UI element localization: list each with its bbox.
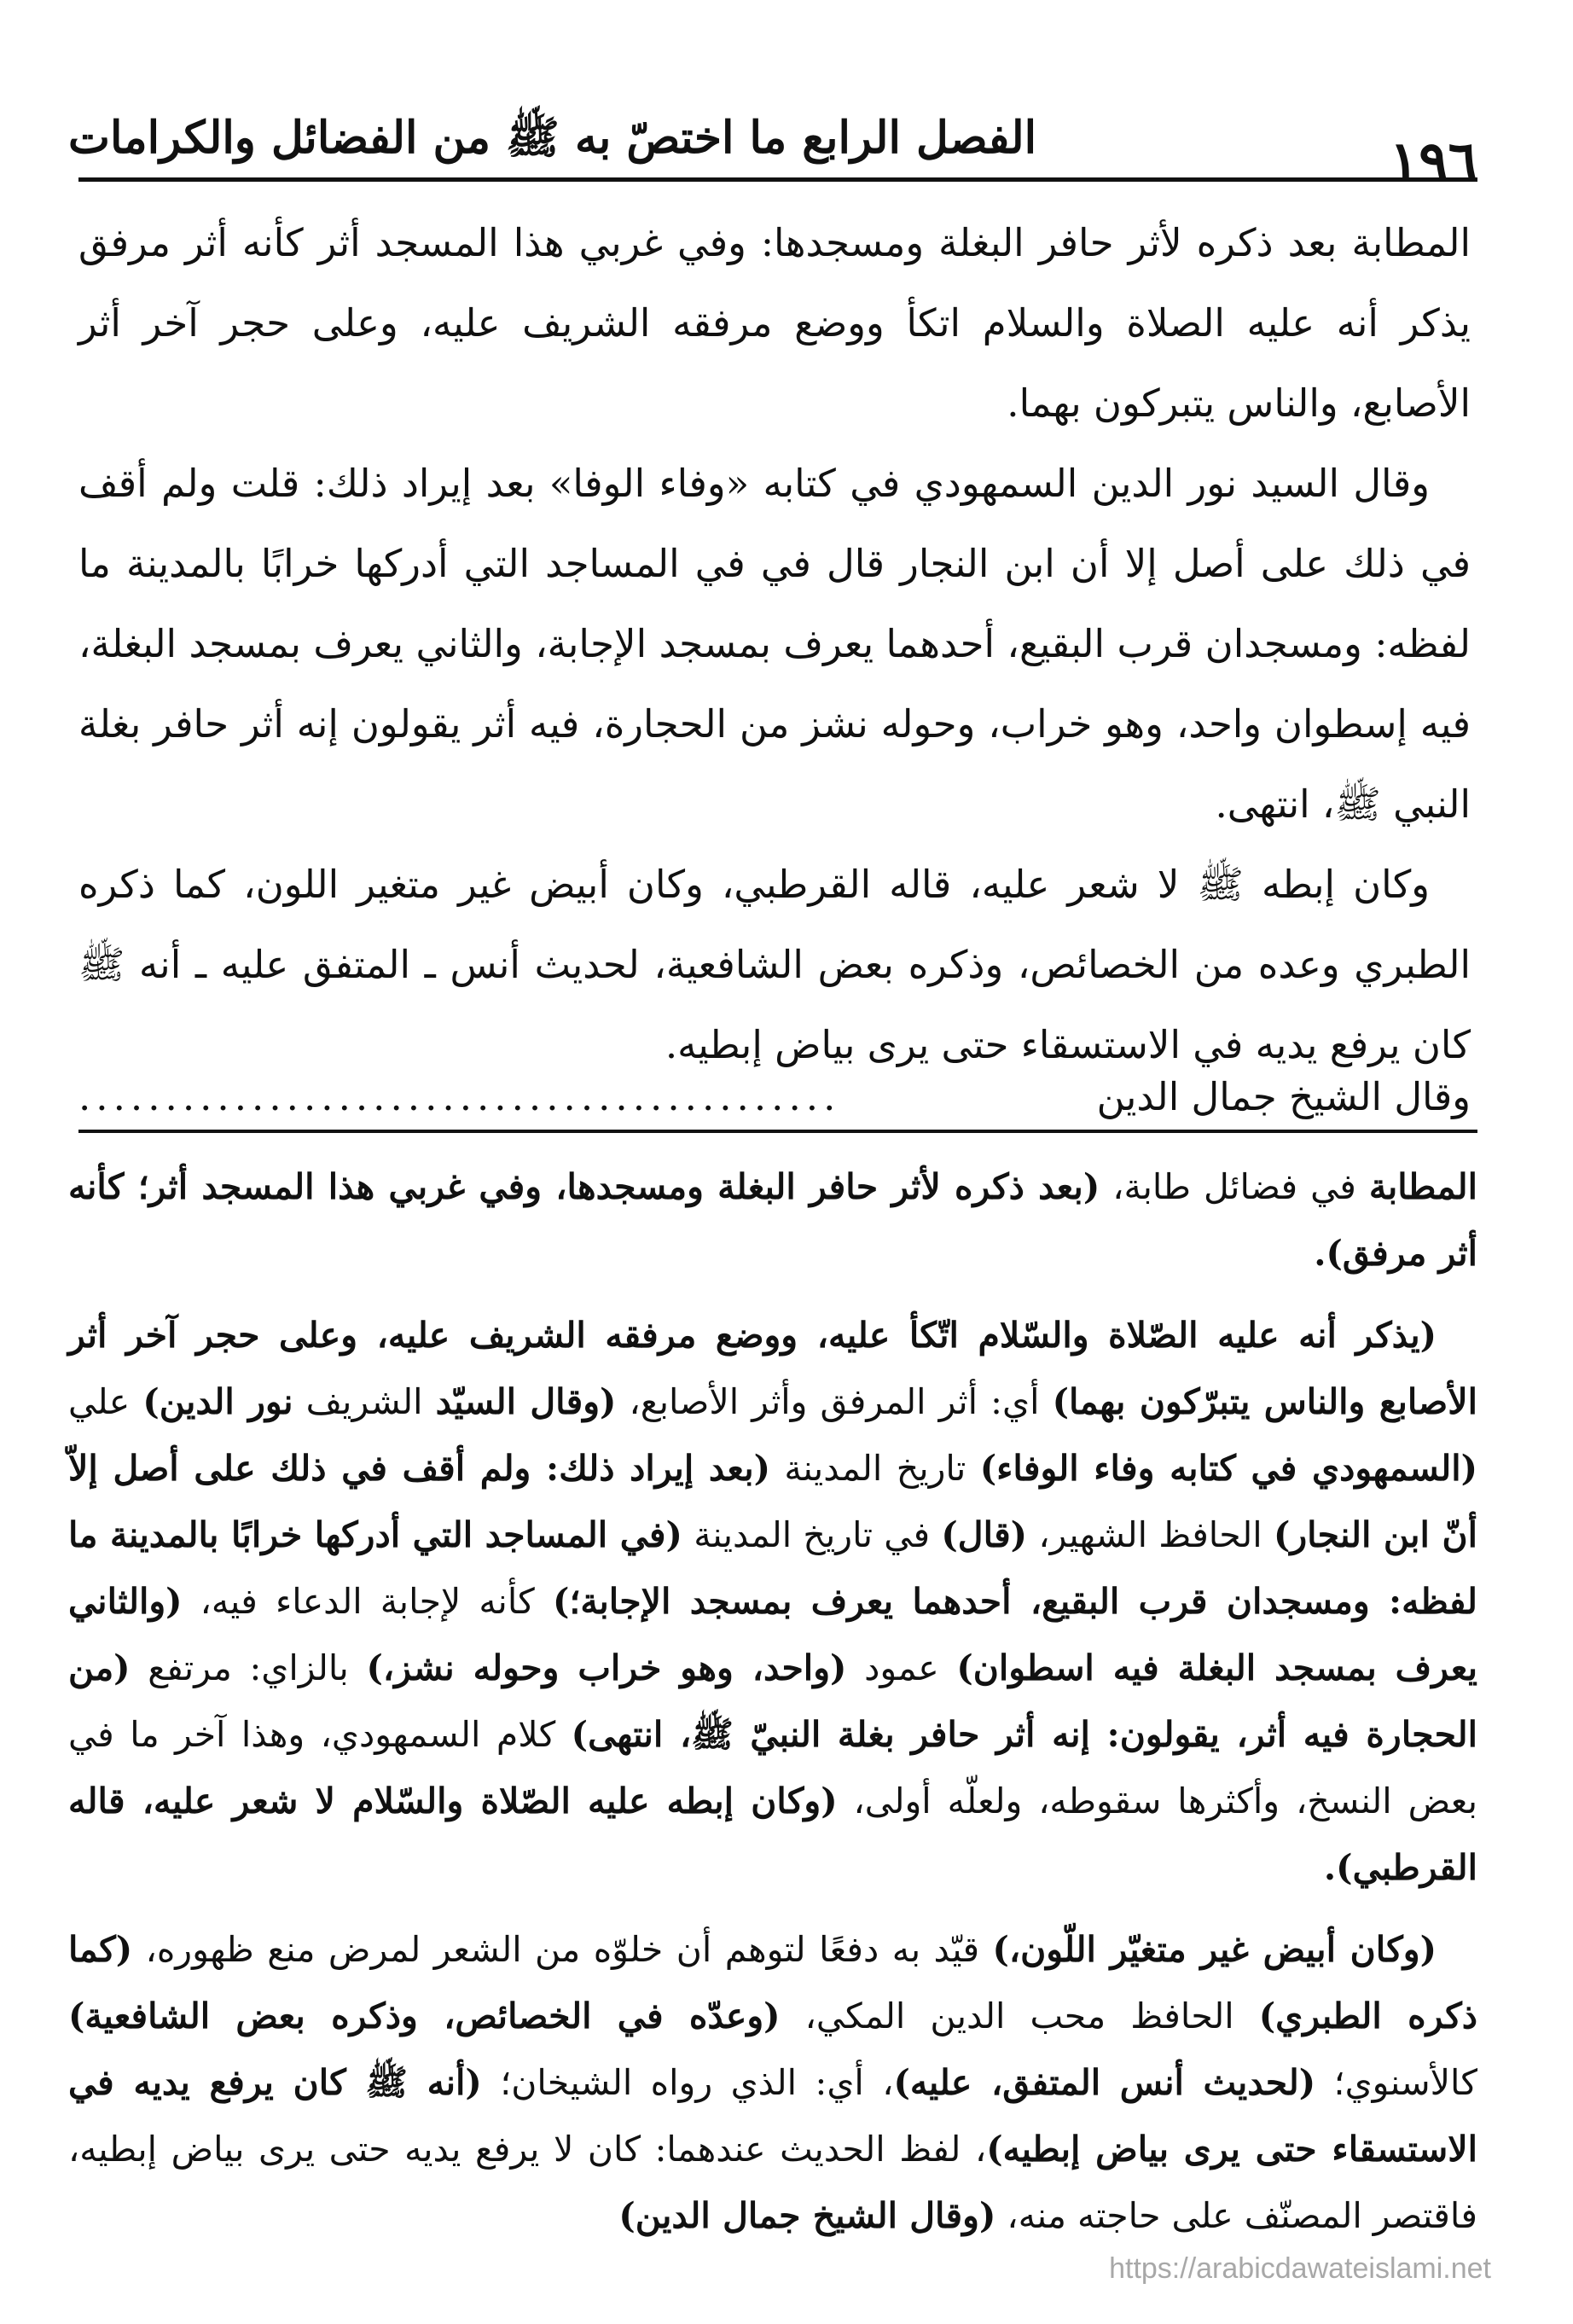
gloss-text: الحافظ الشهير، (1027, 1514, 1274, 1555)
gloss-text: أي: أثر المرفق وأثر الأصابع، (616, 1381, 1053, 1422)
gloss-text: تاريخ المدينة (770, 1448, 980, 1489)
main-paragraph: وكان إبطه ﷺ لا شعر عليه، قاله القرطبي، وكان أبيض غير متغير اللون، كما ذكره الطبري وعده من الخصائص، وذكره بعض الشافعية، لحديث أنس ـ المتفق عليه ـ أنه ﷺ كان يرفع يديه في الاستسقاء حتى يرى بياض إبطيه. (78, 862, 1471, 1067)
continuation-text: وقال الشيخ جمال الدين (1096, 1074, 1471, 1119)
commentary-paragraph (68, 1153, 1477, 1287)
quoted-text: (بعد إيراد ذلك: ولم أقف في ذلك على أصل إلاّ أنّ ابن النجار) (68, 1448, 1477, 1555)
main-text (78, 203, 1471, 1085)
quoted-text: (كما ذكره الطبري) (68, 1929, 1477, 2036)
gloss-text: كالأسنوي؛ (1315, 2062, 1477, 2103)
watermark-url: https://arabicdawateislami.net (1109, 2252, 1491, 2285)
quoted-text: نور الدين) (142, 1381, 293, 1422)
quoted-text: (وقال الشيخ جمال الدين) (618, 2195, 996, 2236)
quoted-text: (يذكر أنه عليه الصّلاة والسّلام اتّكأ عليه، ووضع مرفقه الشريف عليه، وعلى حجر آخر أثر الأصابع والناس يتبرّكون بهما) (68, 1315, 1478, 1422)
main-paragraph: وقال السيد نور الدين السمهودي في كتابه «وفاء الوفا» بعد إيراد ذلك: قلت ولم أقف في ذلك على أصل إلا أن ابن النجار قال في في المساجد التي أدركها خرابًا بالمدينة ما لفظه: ومسجدان قرب البقيع، أحدهما يعرف بمسجد الإجابة، والثاني يعرف بمسجد البغلة، فيه إسطوان واحد، وهو خراب، وحوله نشز من الحجارة، فيه أثر يقولون إنه أثر حافر بغلة النبي ﷺ، انتهى. (78, 461, 1471, 827)
quoted-text: (وقال السيّد (435, 1381, 617, 1422)
quoted-text: المطابة (1368, 1166, 1478, 1207)
quoted-text: (بعد ذكره لأثر حافر البغلة ومسجدها، وفي غربي هذا المسجد أثر؛ كأنه أثر مرفق). (68, 1166, 1477, 1274)
gloss-text: الشريف (293, 1381, 436, 1422)
gloss-text: كأنه لإجابة الدعاء فيه، (182, 1581, 553, 1622)
gloss-text: الحافظ محب الدين المكي، (780, 1996, 1259, 2036)
quoted-text: (في المساجد التي أدركها خرابًا بالمدينة ما لفظه: ومسجدان قرب البقيع، أحدهما يعرف بمسجد الإجابة؛) (68, 1514, 1477, 1622)
commentary-paragraph (68, 1302, 1477, 1901)
continuation-dots: ............................................ (78, 1074, 841, 1119)
main-paragraph: المطابة بعد ذكره لأثر حافر البغلة ومسجدها: وفي غربي هذا المسجد أثر كأنه أثر مرفق يذكر أنه عليه الصلاة والسلام اتكأ ووضع مرفقه الشريف عليه، وعلى حجر آخر أثر الأصابع، والناس يتبركون بهما. (78, 220, 1471, 426)
commentary-text (68, 1153, 1477, 2249)
quoted-text: (وعدّه في الخصائص، وذكره بعض الشافعية) (68, 1996, 781, 2036)
gloss-text: قيّد به دفعًا لتوهم أن خلوّه من الشعر لمرض منع ظهوره، (132, 1929, 993, 1970)
gloss-text: في تاريخ المدينة (682, 1514, 942, 1555)
quoted-text: (من الحجارة فيه أثر، يقولون: إنه أثر حافر بغلة النبيّ ﷺ، انتهى) (68, 1647, 1478, 1755)
quoted-text: (قال) (941, 1514, 1028, 1555)
gloss-text: عمود (846, 1647, 957, 1688)
quoted-text: (والثاني يعرف بمسجد البغلة فيه اسطوان) (68, 1581, 1477, 1688)
page-header (68, 96, 1477, 194)
commentary-paragraph (68, 1916, 1477, 2249)
gloss-text: بالزاي: مرتفع (130, 1647, 367, 1688)
quoted-text: (السمهودي في كتابه وفاء الوفاء) (979, 1448, 1477, 1489)
gloss-text: علي (68, 1381, 143, 1422)
gloss-text: في فضائل طابة، (1100, 1166, 1369, 1207)
header-rule (78, 177, 1477, 182)
gloss-text: كلام السمهودي، وهذا آخر ما في بعض النسخ، وأكثرها سقوطه، ولعلّه أولى، (68, 1714, 1477, 1821)
main-continuation-line (78, 1063, 1471, 1131)
quoted-text: (وكان إبطه عليه الصّلاة والسّلام لا شعر عليه، قاله القرطبي). (68, 1781, 1477, 1888)
quoted-text: (أنه ﷺ كان يرفع يديه في الاستسقاء حتى يرى بياض إبطيه) (68, 2062, 1478, 2170)
gloss-text: ، أي: الذي رواه الشيخان؛ (481, 2062, 894, 2103)
quoted-text: (لحديث أنس المتفق، عليه) (893, 2062, 1316, 2103)
gloss-text: ، لفظ الحديث عندهما: كان لا يرفع يديه حتى يرى بياض إبطيه، فاقتصر المصنّف على حاجته منه، (68, 2129, 1477, 2236)
quoted-text: (واحد، وهو خراب وحوله نشز،) (366, 1647, 847, 1688)
page-number: ١٩٦ (1389, 130, 1477, 194)
running-title: الفصل الرابع ما اختصّ به ﷺ من الفضائل والكرامات (68, 112, 1037, 164)
quoted-text: (وكان أبيض غير متغيّر اللّون،) (992, 1929, 1437, 1970)
section-divider (78, 1130, 1477, 1133)
